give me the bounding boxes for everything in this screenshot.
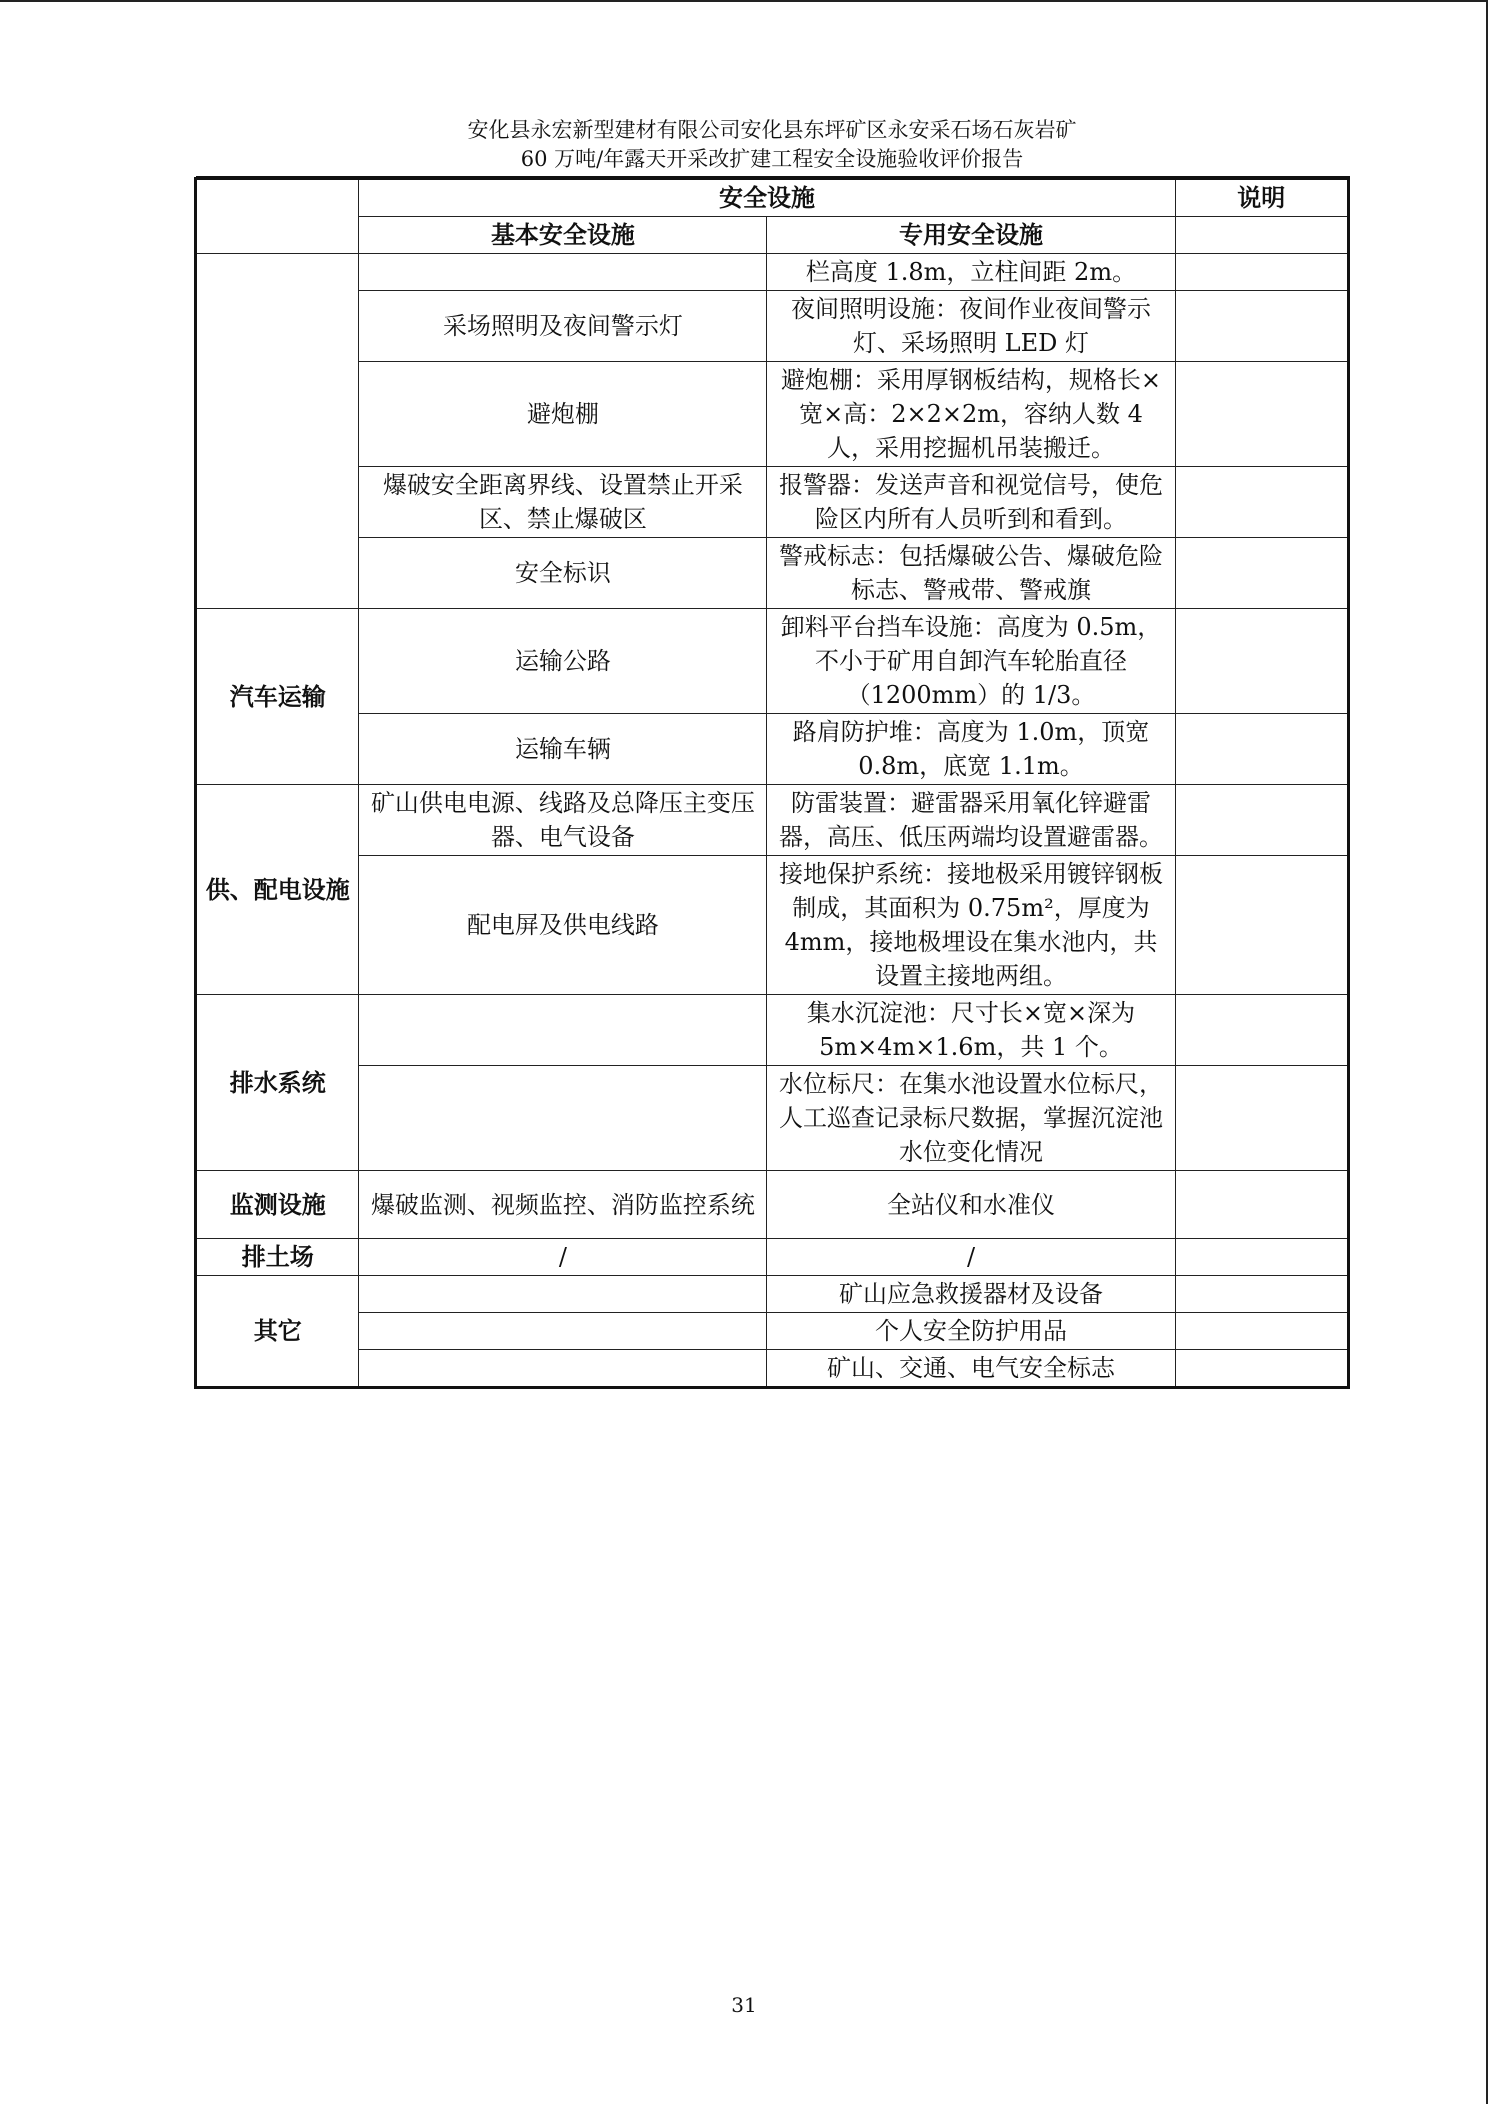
basic-facility-cell: 安全标识 [359, 538, 767, 609]
note-cell [1175, 254, 1348, 291]
note-cell [1175, 467, 1348, 538]
special-facility-cell: 矿山、交通、电气安全标志 [767, 1350, 1175, 1388]
note-cell [1175, 1350, 1348, 1388]
category-cell [196, 254, 359, 609]
special-facility-cell: 接地保护系统：接地极采用镀锌钢板制成，其面积为 0.75m²，厚度为 4mm，接地极埋设在集水池内，共设置主接地两组。 [767, 856, 1175, 995]
note-cell [1175, 291, 1348, 362]
note-cell [1175, 1313, 1348, 1350]
note-cell [1175, 785, 1348, 856]
header-basic: 基本安全设施 [359, 217, 767, 254]
header-blank-cell [196, 179, 359, 254]
table-row [196, 714, 1349, 785]
category-cell: 排土场 [196, 1239, 359, 1276]
header-special: 专用安全设施 [767, 217, 1175, 254]
table-row [196, 291, 1349, 362]
category-cell: 排水系统 [196, 995, 359, 1171]
table-header-row-1 [196, 179, 1349, 217]
table-row [196, 538, 1349, 609]
special-facility-cell: 个人安全防护用品 [767, 1313, 1175, 1350]
note-cell [1175, 1171, 1348, 1239]
basic-facility-cell: 矿山供电电源、线路及总降压主变压器、电气设备 [359, 785, 767, 856]
table-body [196, 254, 1349, 1388]
note-cell [1175, 856, 1348, 995]
header-note-blank [1175, 217, 1348, 254]
basic-facility-cell: / [359, 1239, 767, 1276]
table-row [196, 995, 1349, 1066]
special-facility-cell: 矿山应急救援器材及设备 [767, 1276, 1175, 1313]
basic-facility-cell: 避炮棚 [359, 362, 767, 467]
safety-facilities-table [194, 177, 1350, 1389]
note-cell [1175, 995, 1348, 1066]
special-facility-cell: 报警器：发送声音和视觉信号，使危险区内所有人员听到和看到。 [767, 467, 1175, 538]
basic-facility-cell [359, 1313, 767, 1350]
table-header-row-2 [196, 217, 1349, 254]
special-facility-cell: 集水沉淀池：尺寸长×宽×深为 5m×4m×1.6m，共 1 个。 [767, 995, 1175, 1066]
special-facility-cell: 防雷装置：避雷器采用氧化锌避雷器，高压、低压两端均设置避雷器。 [767, 785, 1175, 856]
page-number: 31 [731, 1993, 757, 2017]
note-cell [1175, 1239, 1348, 1276]
basic-facility-cell: 运输车辆 [359, 714, 767, 785]
special-facility-cell: 避炮棚：采用厚钢板结构，规格长×宽×高：2×2×2m，容纳人数 4 人，采用挖掘机吊装搬迁。 [767, 362, 1175, 467]
table-row [196, 362, 1349, 467]
basic-facility-cell: 运输公路 [359, 609, 767, 714]
category-cell: 供、配电设施 [196, 785, 359, 995]
basic-facility-cell [359, 1350, 767, 1388]
header-safety-facilities: 安全设施 [359, 179, 1175, 217]
basic-facility-cell [359, 1066, 767, 1171]
table-row [196, 1066, 1349, 1171]
basic-facility-cell: 采场照明及夜间警示灯 [359, 291, 767, 362]
basic-facility-cell: 爆破安全距离界线、设置禁止开采区、禁止爆破区 [359, 467, 767, 538]
report-header [196, 116, 1348, 174]
note-cell [1175, 1066, 1348, 1171]
basic-facility-cell: 配电屏及供电线路 [359, 856, 767, 995]
table-row [196, 609, 1349, 714]
note-cell [1175, 609, 1348, 714]
table-row [196, 856, 1349, 995]
table-row [196, 1239, 1349, 1276]
special-facility-cell: / [767, 1239, 1175, 1276]
special-facility-cell: 栏高度 1.8m，立柱间距 2m。 [767, 254, 1175, 291]
table-row [196, 467, 1349, 538]
page-border-top [0, 0, 1488, 2]
category-cell: 监测设施 [196, 1171, 359, 1239]
basic-facility-cell [359, 995, 767, 1066]
table-row [196, 1313, 1349, 1350]
category-cell: 其它 [196, 1276, 359, 1388]
table-row [196, 1350, 1349, 1388]
special-facility-cell: 卸料平台挡车设施：高度为 0.5m，不小于矿用自卸汽车轮胎直径（1200mm）的 1/3。 [767, 609, 1175, 714]
special-facility-cell: 警戒标志：包括爆破公告、爆破危险标志、警戒带、警戒旗 [767, 538, 1175, 609]
note-cell [1175, 714, 1348, 785]
header-line-1: 安化县永宏新型建材有限公司安化县东坪矿区永安采石场石灰岩矿 [467, 118, 1077, 142]
table-row [196, 254, 1349, 291]
table-row [196, 1276, 1349, 1313]
basic-facility-cell [359, 254, 767, 291]
special-facility-cell: 全站仪和水准仪 [767, 1171, 1175, 1239]
note-cell [1175, 1276, 1348, 1313]
header-line-2: 60 万吨/年露天开采改扩建工程安全设施验收评价报告 [520, 147, 1024, 171]
special-facility-cell: 路肩防护堆：高度为 1.0m，顶宽 0.8m，底宽 1.1m。 [767, 714, 1175, 785]
table-row [196, 1171, 1349, 1239]
table-row [196, 785, 1349, 856]
special-facility-cell: 夜间照明设施：夜间作业夜间警示灯、采场照明 LED 灯 [767, 291, 1175, 362]
header-note: 说明 [1175, 179, 1348, 217]
category-cell: 汽车运输 [196, 609, 359, 785]
note-cell [1175, 362, 1348, 467]
note-cell [1175, 538, 1348, 609]
special-facility-cell: 水位标尺：在集水池设置水位标尺，人工巡查记录标尺数据，掌握沉淀池水位变化情况 [767, 1066, 1175, 1171]
basic-facility-cell: 爆破监测、视频监控、消防监控系统 [359, 1171, 767, 1239]
basic-facility-cell [359, 1276, 767, 1313]
